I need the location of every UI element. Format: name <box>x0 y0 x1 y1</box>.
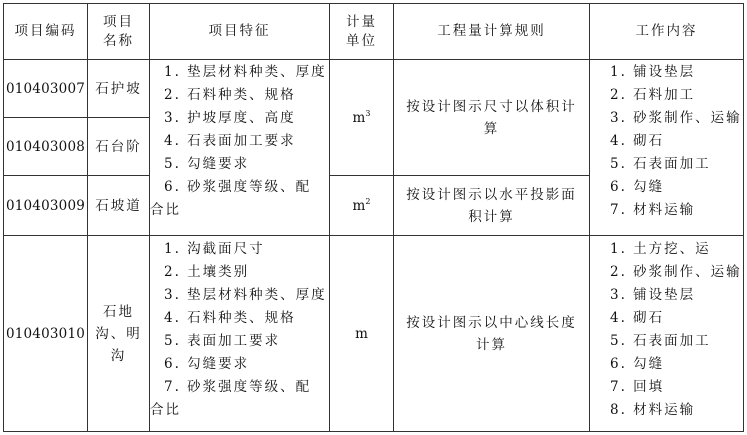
item-unit <box>330 60 394 176</box>
list-item: 合比 <box>150 402 181 418</box>
list-item: 4. 石料种类、规格 <box>164 310 296 326</box>
item-rule: 按设计图示以中心线长度计算 <box>394 236 590 432</box>
header-row <box>4 4 744 60</box>
list-item: 4. 砌石 <box>610 133 665 149</box>
item-code: 010403010 <box>4 236 88 432</box>
list-item: 7. 砂浆强度等级、配 <box>164 379 312 395</box>
list-item: 6. 勾缝 <box>610 356 665 372</box>
work-list <box>590 60 743 222</box>
unit-text: m <box>352 197 366 214</box>
list-item: 1. 垫层材料种类、厚度 <box>164 64 327 80</box>
item-code: 010403008 <box>4 118 88 176</box>
unit-exponent: 2 <box>365 196 371 206</box>
list-item: 3. 垫层材料种类、厚度 <box>164 287 327 303</box>
table-row <box>4 236 744 432</box>
list-item: 1. 沟截面尺寸 <box>164 241 265 257</box>
table-row <box>4 60 744 118</box>
header-work: 工作内容 <box>590 4 744 60</box>
list-item: 1. 铺设垫层 <box>610 64 696 80</box>
list-item: 8. 材料运输 <box>610 402 696 418</box>
item-features <box>150 60 330 236</box>
header-features: 项目特征 <box>150 4 330 60</box>
list-item: 7. 回填 <box>610 379 665 395</box>
item-work <box>590 236 744 432</box>
list-item: 4. 石表面加工要求 <box>164 133 296 149</box>
features-list <box>150 236 329 422</box>
header-code: 项目编码 <box>4 4 88 60</box>
list-item: 1. 土方挖、运 <box>610 241 711 257</box>
list-item: 5. 石表面加工 <box>610 156 711 172</box>
item-features <box>150 236 330 432</box>
list-item: 5. 石表面加工 <box>610 333 711 349</box>
header-name: 项目 名称 <box>88 4 150 60</box>
features-list <box>150 60 329 222</box>
item-code: 010403007 <box>4 60 88 118</box>
unit-exponent: 3 <box>365 108 371 118</box>
unit-text: m <box>352 109 366 126</box>
item-unit <box>330 176 394 236</box>
item-unit: m <box>330 236 394 432</box>
list-item: 2. 土壤类别 <box>164 264 250 280</box>
list-item: 6. 砂浆强度等级、配 <box>164 179 312 195</box>
item-code: 010403009 <box>4 176 88 236</box>
list-item: 合比 <box>150 202 181 218</box>
item-name: 石坡道 <box>88 176 150 236</box>
list-item: 5. 勾缝要求 <box>164 156 250 172</box>
item-name: 石护坡 <box>88 60 150 118</box>
list-item: 4. 砌石 <box>610 310 665 326</box>
item-name: 石地 沟、明 沟 <box>88 236 150 432</box>
item-rule: 按设计图示以水平投影面积计算 <box>394 176 590 236</box>
list-item: 2. 石料加工 <box>610 87 696 103</box>
list-item: 7. 材料运输 <box>610 202 696 218</box>
header-unit: 计量 单位 <box>330 4 394 60</box>
header-rule: 工程量计算规则 <box>394 4 590 60</box>
bill-of-quantities-table <box>3 3 744 432</box>
list-item: 3. 砂浆制作、运输 <box>610 110 742 126</box>
list-item: 6. 勾缝要求 <box>164 356 250 372</box>
list-item: 5. 表面加工要求 <box>164 333 281 349</box>
item-name: 石台阶 <box>88 118 150 176</box>
work-list <box>590 236 743 422</box>
list-item: 2. 砂浆制作、运输 <box>610 264 742 280</box>
list-item: 2. 石料种类、规格 <box>164 87 296 103</box>
item-work <box>590 60 744 236</box>
list-item: 3. 铺设垫层 <box>610 287 696 303</box>
list-item: 3. 护坡厚度、高度 <box>164 110 296 126</box>
item-rule: 按设计图示尺寸以体积计算 <box>394 60 590 176</box>
list-item: 6. 勾缝 <box>610 179 665 195</box>
